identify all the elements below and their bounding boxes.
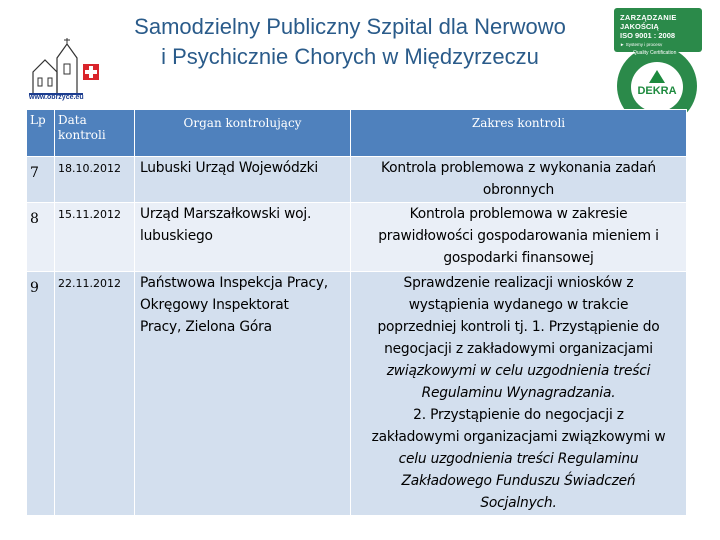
dekra-brand: DEKRA xyxy=(637,85,677,97)
zakres-line: celu uzgodnienia treści Regulaminu xyxy=(398,451,639,467)
zakres-line: Socjalnych. xyxy=(480,495,557,511)
table-header-row xyxy=(27,110,687,157)
organ-line: Pracy, Zielona Góra xyxy=(140,319,272,335)
dekra-caption: Quality Certification xyxy=(633,50,677,56)
zakres-line: Kontrola problemowa w zakresie xyxy=(409,206,628,222)
organ-line: lubuskiego xyxy=(140,228,213,244)
zakres-line: Sprawdzenie realizacji wniosków z xyxy=(403,275,634,291)
row-zakres xyxy=(351,157,687,203)
zakres-line: negocjacji z zakładowymi organizacjami xyxy=(384,341,653,357)
organ-line: Urząd Marszałkowski woj. xyxy=(140,206,312,222)
church-icon xyxy=(25,38,105,96)
zakres-line: wystąpienia wydanego w trakcie xyxy=(408,297,629,313)
zakres-line: gospodarki finansowej xyxy=(443,250,594,266)
table-row xyxy=(27,203,687,272)
zakres-line: Kontrola problemowa z wykonania zadań xyxy=(381,160,656,176)
iso-line-4: ► Systemy i procesy xyxy=(620,42,663,47)
row-organ xyxy=(135,272,351,516)
column-header-data: Data kontroli xyxy=(55,110,135,157)
row-lp: 8 xyxy=(27,203,55,272)
row-organ xyxy=(135,157,351,203)
table-row xyxy=(27,157,687,203)
organ-line: Lubuski Urząd Wojewódzki xyxy=(140,160,319,176)
row-date: 22.11.2012 xyxy=(55,272,135,516)
zakres-line: związkowymi w celu uzgodnienia treści xyxy=(386,363,651,379)
title-line-1: Samodzielny Publiczny Szpital dla Nerwowo xyxy=(134,14,566,39)
page-title xyxy=(95,12,605,72)
title-line-2: i Psychicznie Chorych w Międzyrzeczu xyxy=(161,44,539,69)
column-header-zakres: Zakres kontroli xyxy=(351,110,687,157)
row-date: 15.11.2012 xyxy=(55,203,135,272)
row-lp: 7 xyxy=(27,157,55,203)
zakres-line: 2. Przystąpienie do negocjacji z xyxy=(413,407,624,423)
row-lp: 9 xyxy=(27,272,55,516)
dekra-triangle-icon xyxy=(649,70,665,83)
table-row xyxy=(27,272,687,516)
row-zakres xyxy=(351,203,687,272)
zakres-line: obronnych xyxy=(482,182,555,198)
organ-line: Okręgowy Inspektorat xyxy=(140,297,289,313)
hospital-logo xyxy=(25,38,105,106)
zakres-line: Regulaminu Wynagradzania. xyxy=(421,385,616,401)
column-header-organ: Organ kontrolujący xyxy=(135,110,351,157)
zakres-line: zakładowymi organizacjami związkowymi w xyxy=(371,429,666,445)
logo-url: www.obrzyce.eu xyxy=(29,94,84,101)
iso-line-3: ISO 9001 : 2008 xyxy=(620,31,676,40)
iso-line-2: JAKOŚCIĄ xyxy=(620,22,659,31)
organ-line: Państwowa Inspekcja Pracy, xyxy=(140,275,328,291)
zakres-line: Zakładowego Funduszu Świadczeń xyxy=(401,473,636,489)
column-header-lp: Lp xyxy=(27,110,55,157)
row-date: 18.10.2012 xyxy=(55,157,135,203)
zakres-line: prawidłowości gospodarowania mieniem i xyxy=(378,228,659,244)
iso-line-1: ZARZĄDZANIE xyxy=(620,13,677,22)
row-organ xyxy=(135,203,351,272)
zakres-line: poprzedniej kontroli tj. 1. Przystąpienie do xyxy=(377,319,660,335)
inspections-table xyxy=(26,109,687,516)
row-zakres xyxy=(351,272,687,516)
